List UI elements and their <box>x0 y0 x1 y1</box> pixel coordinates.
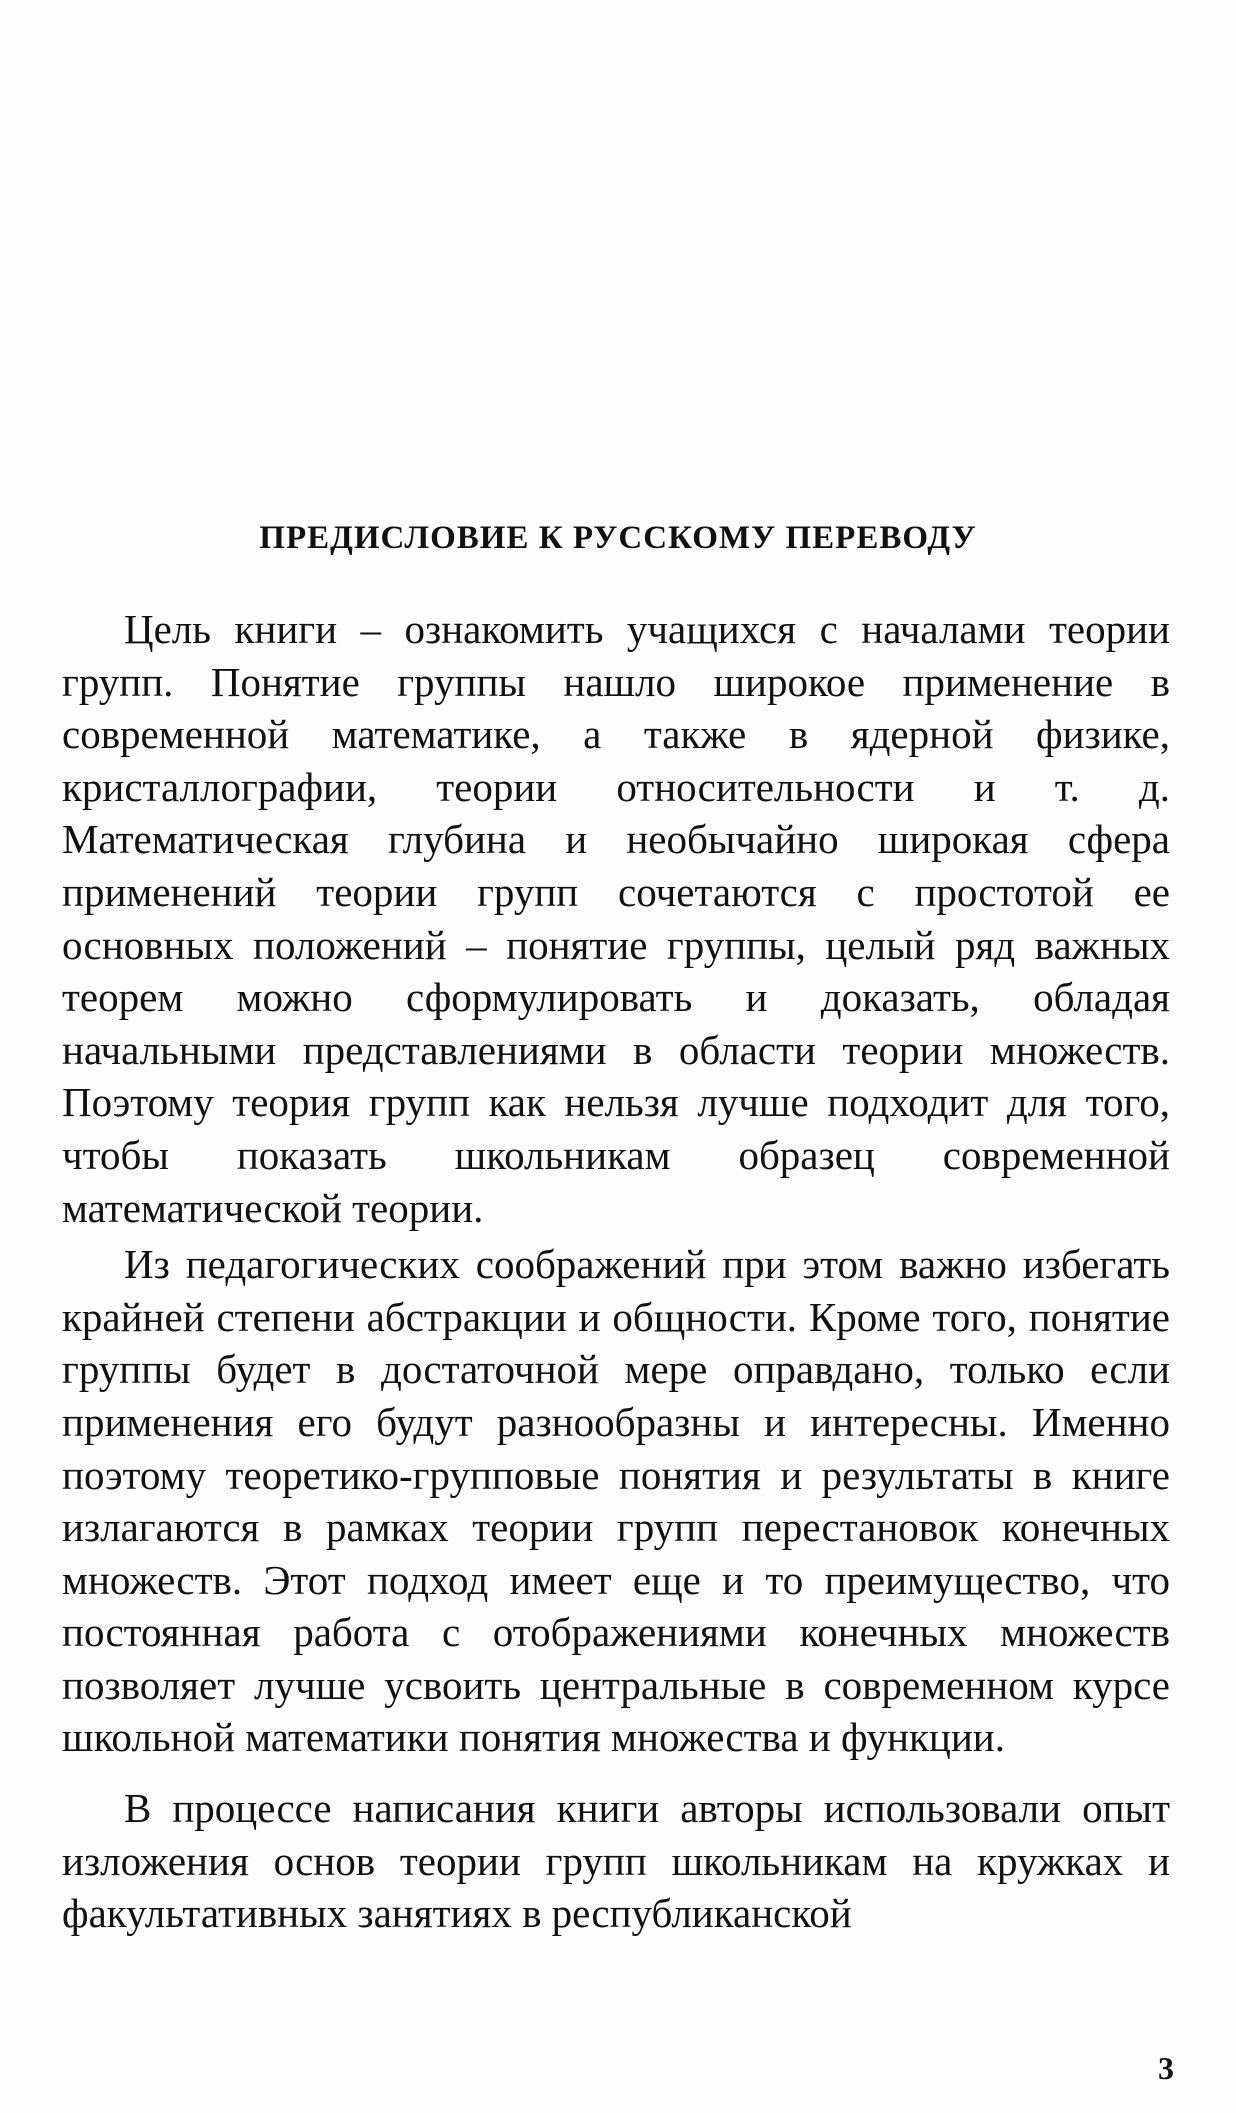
paragraph-1: Цель книги – ознакомить учащихся с началами теории групп. Понятие группы нашло широкое применение в современной математике, а также в ядерной физике, кристаллографии, теории относительности и т. д. Математическая глубина и необычайно широкая сфера применений теории групп сочетаются с простотой ее основных положений – понятие группы, целый ряд важных теорем можно сформулировать и доказать, обладая начальными представлениями в области теории множеств. Поэтому теория групп как нельзя лучше подходит для того, чтобы показать школьникам образец современной математической теории. <box>62 606 1170 1231</box>
paragraph-3: В процессе написания книги авторы использовали опыт изложения основ теории групп школьникам на кружках и факультативных занятиях в республиканской <box>62 1785 1170 1937</box>
body-text <box>62 603 1170 1940</box>
page-number: 3 <box>1158 2050 1174 2086</box>
paragraph-2: Из педагогических соображений при этом важно избегать крайней степени абстракции и общности. Кроме того, понятие группы будет в достаточной мере оправдано, только если применения его будут разнообразны и интересны. Именно поэтому теоретико-групповые понятия и результаты в книге излагаются в рамках теории групп перестановок конечных множеств. Этот подход имеет еще и то преимущество, что постоянная работа с отображениями конечных множеств позволяет лучше усвоить центральные в современном курсе школьной математики понятия множества и функции. <box>62 1241 1170 1761</box>
page-title: ПРЕДИСЛОВИЕ К РУССКОМУ ПЕРЕВОДУ <box>259 520 977 556</box>
